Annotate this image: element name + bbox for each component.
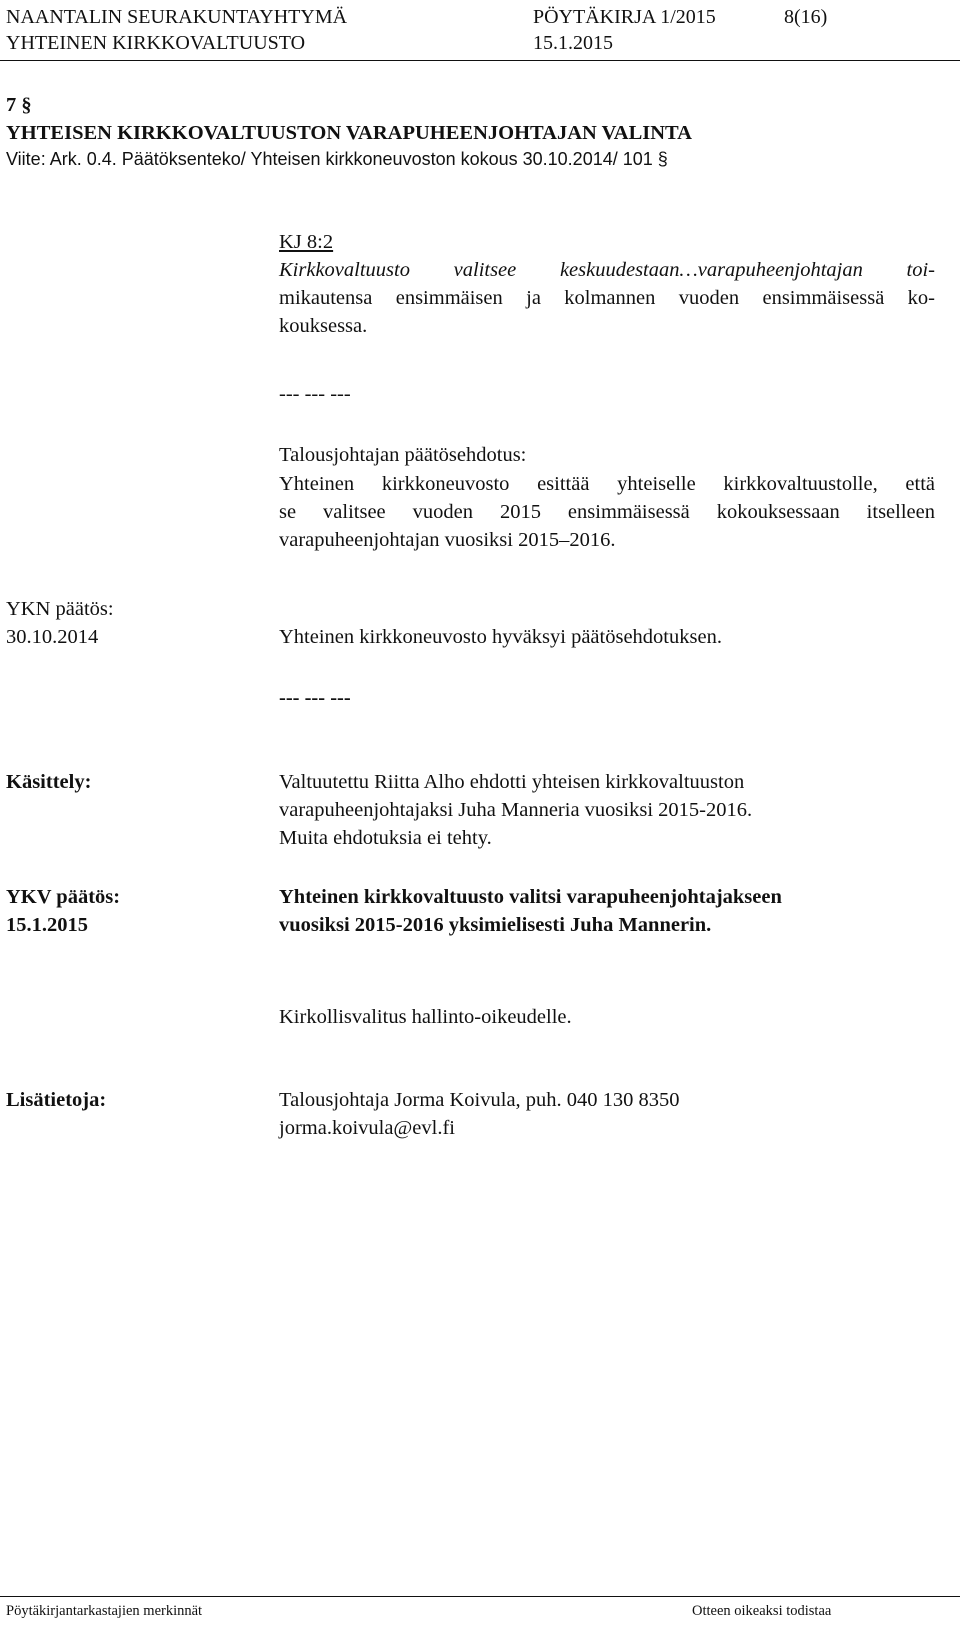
handling-line-3: Muita ehdotuksia ei tehty. xyxy=(279,827,492,849)
header-rule xyxy=(0,60,960,61)
ykn-label: YKN päätös: xyxy=(6,598,114,620)
kj-text-line xyxy=(279,284,935,312)
proposal-line-2: se valitsee vuoden 2015 ensimmäisessä kokouksessaan itselleen xyxy=(279,501,935,523)
section-reference: Viite: Ark. 0.4. Päätöksenteko/ Yhteisen kirkkoneuvoston kokous 30.10.2014/ 101 § xyxy=(6,149,668,169)
kj-text-line xyxy=(279,256,935,284)
handling-label: Käsittely: xyxy=(6,771,92,793)
header-page: 8(16) xyxy=(784,6,828,28)
proposal-line xyxy=(279,498,935,526)
proposal-heading: Talousjohtajan päätösehdotus: xyxy=(279,444,527,466)
kj-reference: KJ 8:2 xyxy=(279,231,334,253)
header-body: YHTEINEN KIRKKOVALTUUSTO xyxy=(6,32,306,54)
info-label: Lisätietoja: xyxy=(6,1089,107,1111)
kj-text-line-3: kouksessa. xyxy=(279,315,368,337)
ykn-date: 30.10.2014 xyxy=(6,626,99,648)
separator: --- --- --- xyxy=(279,383,351,405)
kj-text-line-2: mikautensa ensimmäisen ja kolmannen vuoden ensimmäisessä ko- xyxy=(279,287,935,309)
header-org: NAANTALIN SEURAKUNTAYHTYMÄ xyxy=(6,6,348,28)
ykv-line-2: vuosiksi 2015-2016 yksimielisesti Juha Mannerin. xyxy=(279,914,712,936)
appeal-text: Kirkollisvalitus hallinto-oikeudelle. xyxy=(279,1006,572,1028)
section-number: 7 § xyxy=(6,94,32,116)
header-doc: PÖYTÄKIRJA 1/2015 xyxy=(533,6,716,28)
handling-line-2: varapuheenjohtajaksi Juha Manneria vuosiksi 2015-2016. xyxy=(279,799,753,821)
proposal-line-3: varapuheenjohtajan vuosiksi 2015–2016. xyxy=(279,529,616,551)
header-date: 15.1.2015 xyxy=(533,32,613,54)
ykn-text: Yhteinen kirkkoneuvosto hyväksyi päätösehdotuksen. xyxy=(279,626,722,648)
proposal-line xyxy=(279,470,935,498)
footer-right: Otteen oikeaksi todistaa xyxy=(692,1603,832,1619)
handling-line-1: Valtuutettu Riitta Alho ehdotti yhteisen kirkkovaltuuston xyxy=(279,771,745,793)
ykv-date: 15.1.2015 xyxy=(6,914,88,936)
proposal-line-1: Yhteinen kirkkoneuvosto esittää yhteiselle kirkkovaltuustolle, että xyxy=(279,473,935,495)
info-contact: Talousjohtaja Jorma Koivula, puh. 040 130 8350 xyxy=(279,1089,680,1111)
footer-left: Pöytäkirjantarkastajien merkinnät xyxy=(6,1603,203,1619)
section-title: YHTEISEN KIRKKOVALTUUSTON VARAPUHEENJOHTAJAN VALINTA xyxy=(6,122,692,144)
kj-text-line-1: Kirkkovaltuusto valitsee keskuudestaan…varapuheenjohtajan toi- xyxy=(279,259,935,281)
footer-rule xyxy=(0,1596,960,1597)
ykv-line-1: Yhteinen kirkkovaltuusto valitsi varapuheenjohtajakseen xyxy=(279,886,782,908)
ykv-label: YKV päätös: xyxy=(6,886,121,908)
info-email: jorma.koivula@evl.fi xyxy=(279,1117,456,1139)
separator: --- --- --- xyxy=(279,687,351,709)
